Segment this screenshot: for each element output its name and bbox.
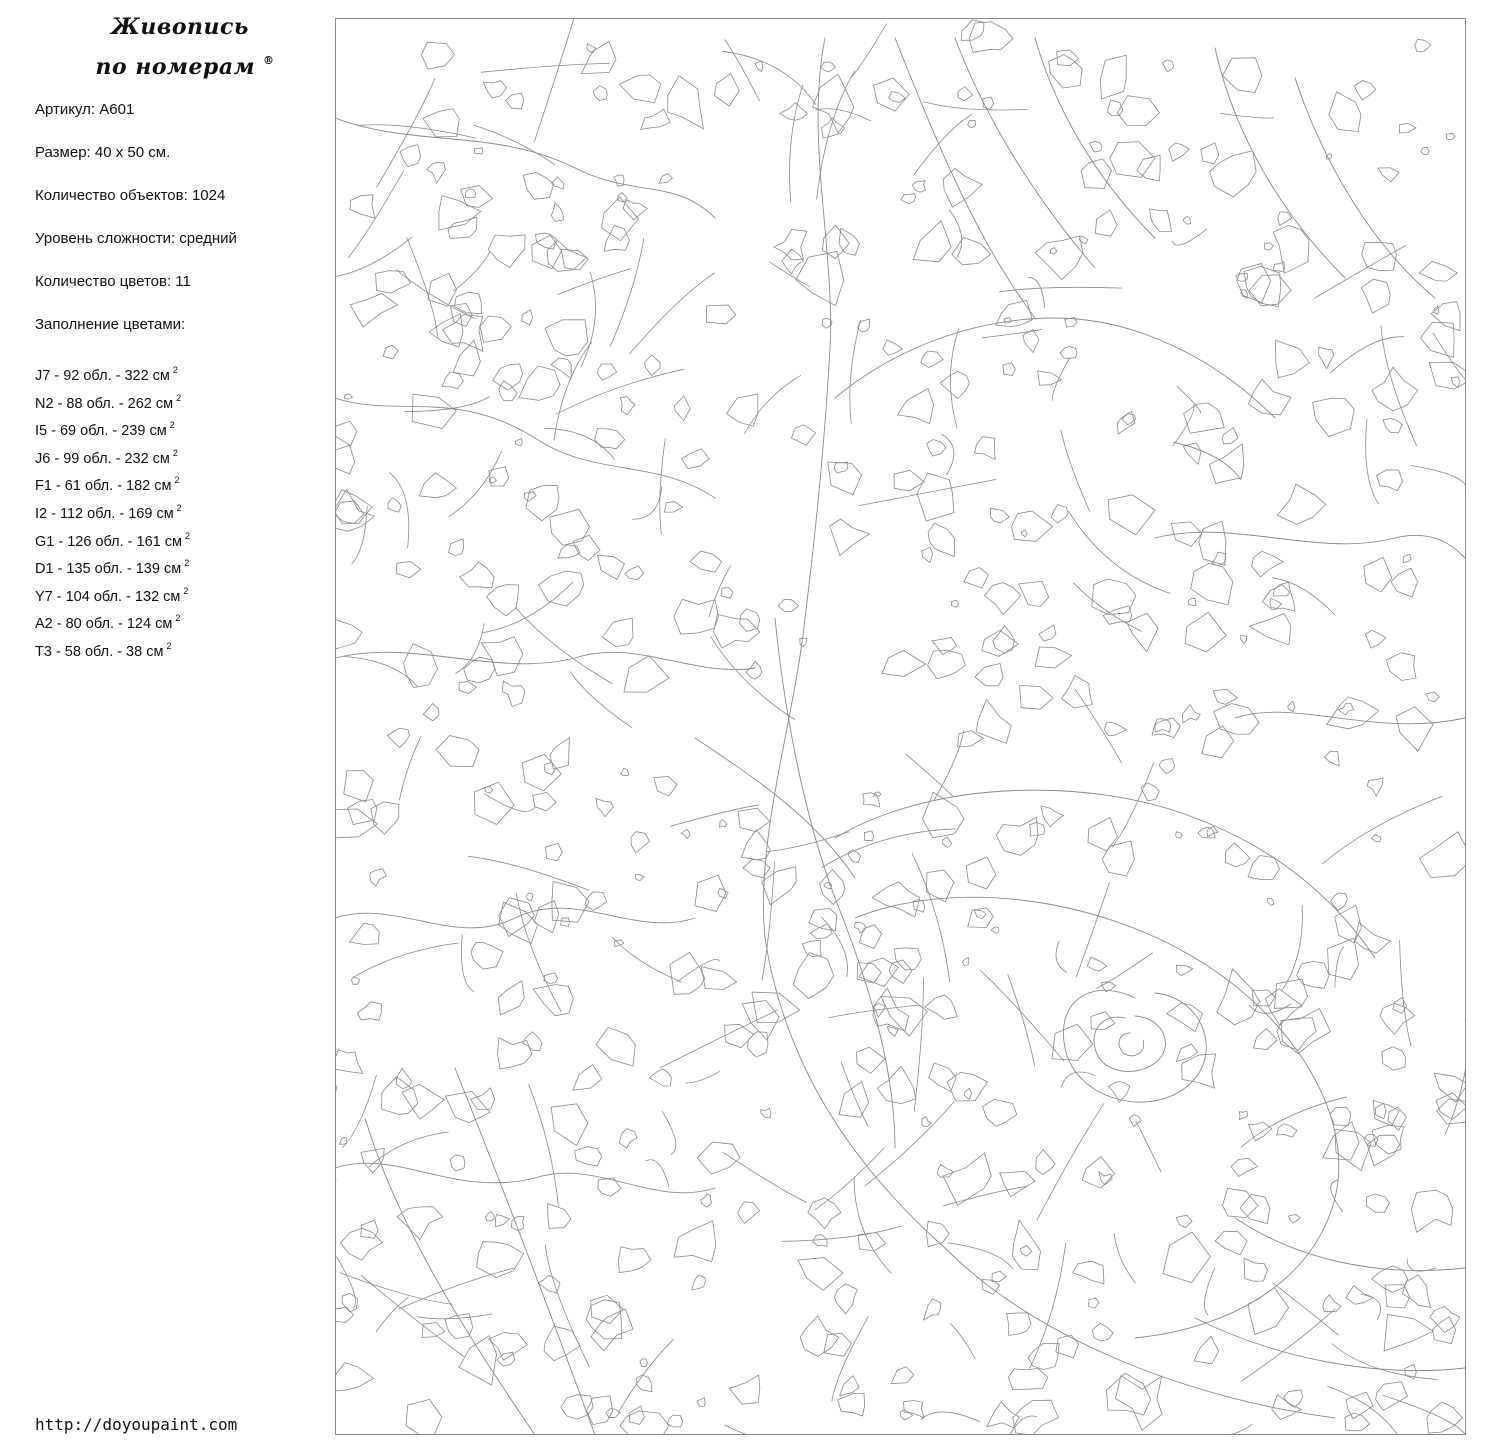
fill-heading: Заполнение цветами:: [35, 316, 186, 333]
brand-logo: [60, 10, 300, 84]
color-entry: J7 - 92 обл. - 322 см $^2$: [35, 365, 178, 384]
canvas-border: [336, 19, 1466, 1435]
line-art-outline: [335, 18, 1466, 1435]
color-entry: T3 - 58 обл. - 38 см $^2$: [35, 640, 172, 660]
color-entry: Y7 - 104 обл. - 132 см $^2$: [35, 585, 189, 605]
color-entry: D1 - 135 обл. - 139 см $^2$: [35, 558, 190, 578]
canvas-size: Размер: 40 x 50 см.: [35, 144, 171, 161]
color-count: Количество цветов: 11: [35, 273, 191, 290]
article-number: Артикул: A601: [35, 101, 135, 118]
color-entry: G1 - 126 обл. - 161 см $^2$: [35, 530, 190, 550]
color-entry: I2 - 112 обл. - 169 см $^2$: [35, 502, 182, 522]
difficulty-level: Уровень сложности: средний: [35, 230, 237, 247]
color-entry: A2 - 80 обл. - 124 см $^2$: [35, 613, 181, 633]
color-entry: F1 - 61 обл. - 182 см $^2$: [35, 475, 180, 495]
brand-line-1: Живопись: [111, 14, 249, 40]
color-fill-list: [35, 360, 190, 664]
coloring-canvas: [335, 18, 1466, 1435]
object-count: Количество объектов: 1024: [35, 187, 226, 204]
color-entry: J6 - 99 обл. - 232 см $^2$: [35, 447, 178, 467]
color-entry: I5 - 69 обл. - 239 см $^2$: [35, 420, 175, 440]
info-sidebar: [0, 0, 330, 1453]
color-entry: N2 - 88 обл. - 262 см $^2$: [35, 392, 182, 412]
brand-line-2: по номерам: [95, 54, 255, 80]
website-url: http://doyoupaint.com: [35, 1415, 238, 1434]
spec-list: [35, 99, 237, 357]
registered-mark: ®: [263, 54, 275, 67]
